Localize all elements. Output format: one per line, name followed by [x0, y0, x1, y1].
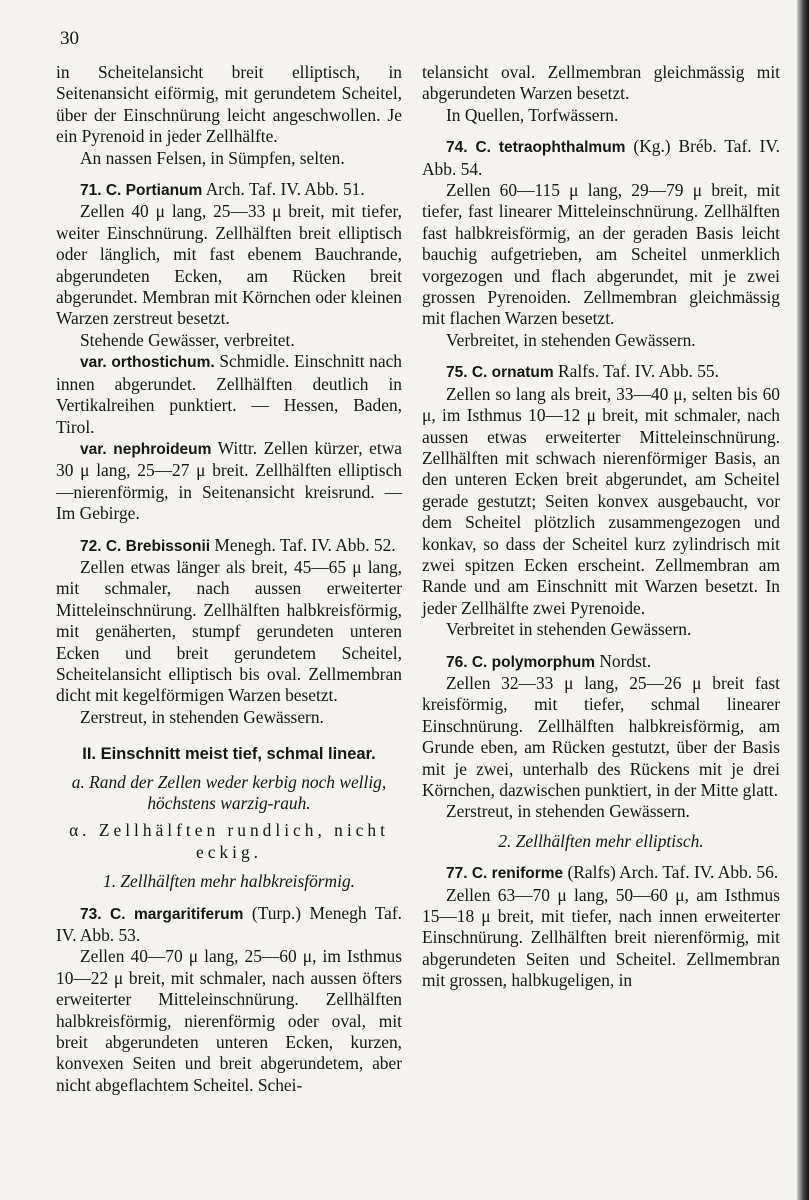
paragraph	[56, 946, 402, 1096]
species-entry	[422, 136, 780, 180]
paragraph	[422, 105, 780, 126]
paragraph-text: (Kg.) Bréb. Taf. IV. Abb. 54.	[422, 136, 780, 179]
paragraph-text: Zellen 60—115 μ lang, 29—79 μ breit, mit tiefer, fast linearer Mitteleinschnürung. Zellhälften fast halbkreisförmig, an der geraden Basis leicht bauchig aufgetrieben, am Scheitel unmerklich vorgezogen und flach abgerundet, mit je zwei grossen Pyrenoiden. Zellmembran gleichmässig mit flachen Warzen besetzt.	[422, 180, 780, 329]
paragraph-text: α. Zellhälften rundlich, nicht eckig.	[69, 820, 389, 862]
paragraph	[56, 148, 402, 169]
species-entry	[422, 361, 780, 383]
paragraph	[422, 885, 780, 992]
entry-label: 73. C. margaritiferum	[80, 905, 244, 923]
species-entry	[422, 651, 780, 673]
paragraph	[422, 801, 780, 822]
paragraph-text: a. Rand der Zellen weder kerbig noch wellig, höchstens warzig-rauh.	[71, 771, 387, 813]
paragraph-text: Verbreitet, in stehenden Gewässern.	[446, 329, 696, 350]
paragraph	[56, 820, 402, 863]
paragraph-text: Ralfs. Taf. IV. Abb. 55.	[553, 361, 719, 382]
paragraph	[56, 707, 402, 728]
paragraph	[56, 201, 402, 329]
paragraph-text: Schmidle. Einschnitt nach innen abgerundet. Zellhälften deutlich in Vertikalreihen punktiert. — Hessen, Baden, Tirol.	[56, 351, 402, 437]
paragraph-text: 1. Zellhälften mehr halbkreisförmig.	[103, 871, 355, 892]
paragraph-text: 2. Zellhälften mehr elliptisch.	[498, 830, 704, 851]
paragraph-text: II. Einschnitt meist tief, schmal linear.	[82, 745, 376, 764]
entry-label: 74. C. tetraophthalmum	[446, 139, 626, 157]
paragraph-text: Zellen 40—70 μ lang, 25—60 μ, im Isthmus 10—22 μ breit, mit schmaler, nach aussen öfters erweiterter Mitteleinschnürung. Zellhälften halbkreisförmig, nierenförmig oder oval, mit breit abgerundeten unteren Ecken, kurzen, konvexen Seiten und breit abgerundetem, aber nicht abgeflachtem Scheitel. Schei-	[56, 946, 402, 1095]
left-column	[56, 62, 402, 1096]
paragraph-text: Arch. Taf. IV. Abb. 51.	[202, 179, 365, 200]
section-heading	[56, 744, 402, 765]
paragraph-text: Zellen etwas länger als breit, 45—65 μ lang, mit schmaler, nach aussen erweiterter Mitteleinschnürung. Zellhälften halbkreisförmig, mit genäherten, stumpf gerundeten unteren Ecken und breit gerundetem Scheitel, Scheitelansicht elliptisch bis oval. Zellmembran dicht mit kegelförmigen Warzen besetzt.	[56, 556, 402, 706]
paragraph-text: An nassen Felsen, in Sümpfen, selten.	[80, 147, 345, 168]
paragraph-text: (Ralfs) Arch. Taf. IV. Abb. 56.	[563, 862, 779, 883]
paragraph-text: Zellen 40 μ lang, 25—33 μ breit, mit tiefer, weiter Einschnürung. Zellhälften breit elliptisch oder länglich, mit fast ebenem Bauchrande, abgerundeten Ecken, am Rücken breit abgerundet. Membran mit Körnchen oder kleinen Warzen zerstreut besetzt.	[56, 201, 402, 329]
paragraph	[56, 772, 402, 815]
entry-label: var. nephroideum	[80, 440, 212, 458]
variety-entry	[56, 438, 402, 525]
paragraph-text: Wittr. Zellen kürzer, etwa 30 μ lang, 25—27 μ breit. Zellhälften elliptisch—nierenförmig, in Seitenansicht kreisrund. — Im Gebirge.	[56, 437, 402, 524]
species-entry	[56, 535, 402, 557]
paragraph	[422, 619, 780, 640]
paragraph	[56, 62, 402, 148]
entry-label: 77. C. reniforme	[446, 865, 564, 883]
page-number: 30	[60, 28, 79, 49]
paragraph	[422, 384, 780, 619]
species-entry	[422, 862, 780, 884]
paragraph-text: (Turp.) Menegh Taf. IV. Abb. 53.	[56, 902, 402, 946]
paragraph	[422, 180, 780, 330]
paragraph-text: Verbreitet in stehenden Gewässern.	[446, 619, 692, 640]
paragraph-text: Menegh. Taf. IV. Abb. 52.	[210, 534, 396, 555]
paragraph-text: Zellen 63—70 μ lang, 50—60 μ, am Isthmus 15—18 μ breit, mit tiefer, nach innen erweiterter Einschnürung. Zellhälften breit nierenförmig, mit abgerundeten Seiten und Scheitel. Zellmembran mit grossen, halbkugeligen, in	[422, 884, 780, 991]
paragraph	[422, 330, 780, 351]
paragraph-text: telansicht oval. Zellmembran gleichmässig mit abgerundeten Warzen besetzt.	[422, 62, 780, 104]
entry-label: 75. C. ornatum	[446, 364, 554, 382]
paragraph-text: In Quellen, Torfwässern.	[446, 104, 619, 125]
paragraph	[422, 673, 780, 801]
variety-entry	[56, 351, 402, 438]
species-entry	[56, 903, 402, 947]
paragraph-text: Zellen 32—33 μ lang, 25—26 μ breit fast kreisförmig, mit tiefer, schmal linearer Einschnürung. Zellhälften halbkreisförmig, am Grunde eben, am Rücken gestutzt, über der Basis mit je zwei, unterhalb des Rückens mit je drei Körnchen, dazwischen punktiert, in der Mitte glatt.	[422, 672, 780, 800]
right-column	[422, 62, 780, 992]
entry-label: 71. C. Portianum	[80, 182, 203, 200]
paragraph-text: Zellen so lang als breit, 33—40 μ, selten bis 60 μ, im Isthmus 10—12 μ breit, mit schmaler, nach aussen etwas erweiterter Mitteleinschnürung. Zellhälften mit schwach nierenförmiger Basis, an den unteren Ecken breit abgerundet, am Scheitel gerade gestutzt; Seiten konvex ausgebaucht, vor dem Scheitel plötzlich zusammengezogen und konkav, so dass der Scheitel kurz zylindrisch mit zwei spitzen Ecken erscheint. Zellmembran am Rande und am Einschnitt mit Warzen besetzt. In jeder Zellhälfte zwei Pyrenoide.	[422, 383, 780, 618]
paragraph-text: in Scheitelansicht breit elliptisch, in Seitenansicht eiförmig, mit gerundetem Scheitel, über der Einschnürung leicht angeschwollen. Je ein Pyrenoid in jeder Zellhälfte.	[56, 62, 402, 147]
page-edge-shadow	[797, 0, 809, 1200]
group-heading	[422, 831, 780, 852]
species-entry	[56, 179, 402, 201]
paragraph	[56, 330, 402, 351]
group-heading	[56, 871, 402, 892]
paragraph	[56, 557, 402, 707]
entry-label: 72. C. Brebissonii	[80, 537, 211, 555]
entry-label: 76. C. polymorphum	[446, 653, 595, 671]
paragraph	[422, 62, 780, 105]
entry-label: var. orthostichum.	[80, 354, 215, 372]
paragraph-text: Zerstreut, in stehenden Gewässern.	[80, 706, 324, 727]
paragraph-text: Stehende Gewässer, verbreitet.	[80, 329, 295, 350]
paragraph-text: Nordst.	[595, 650, 652, 671]
paragraph-text: Zerstreut, in stehenden Gewässern.	[446, 801, 690, 822]
